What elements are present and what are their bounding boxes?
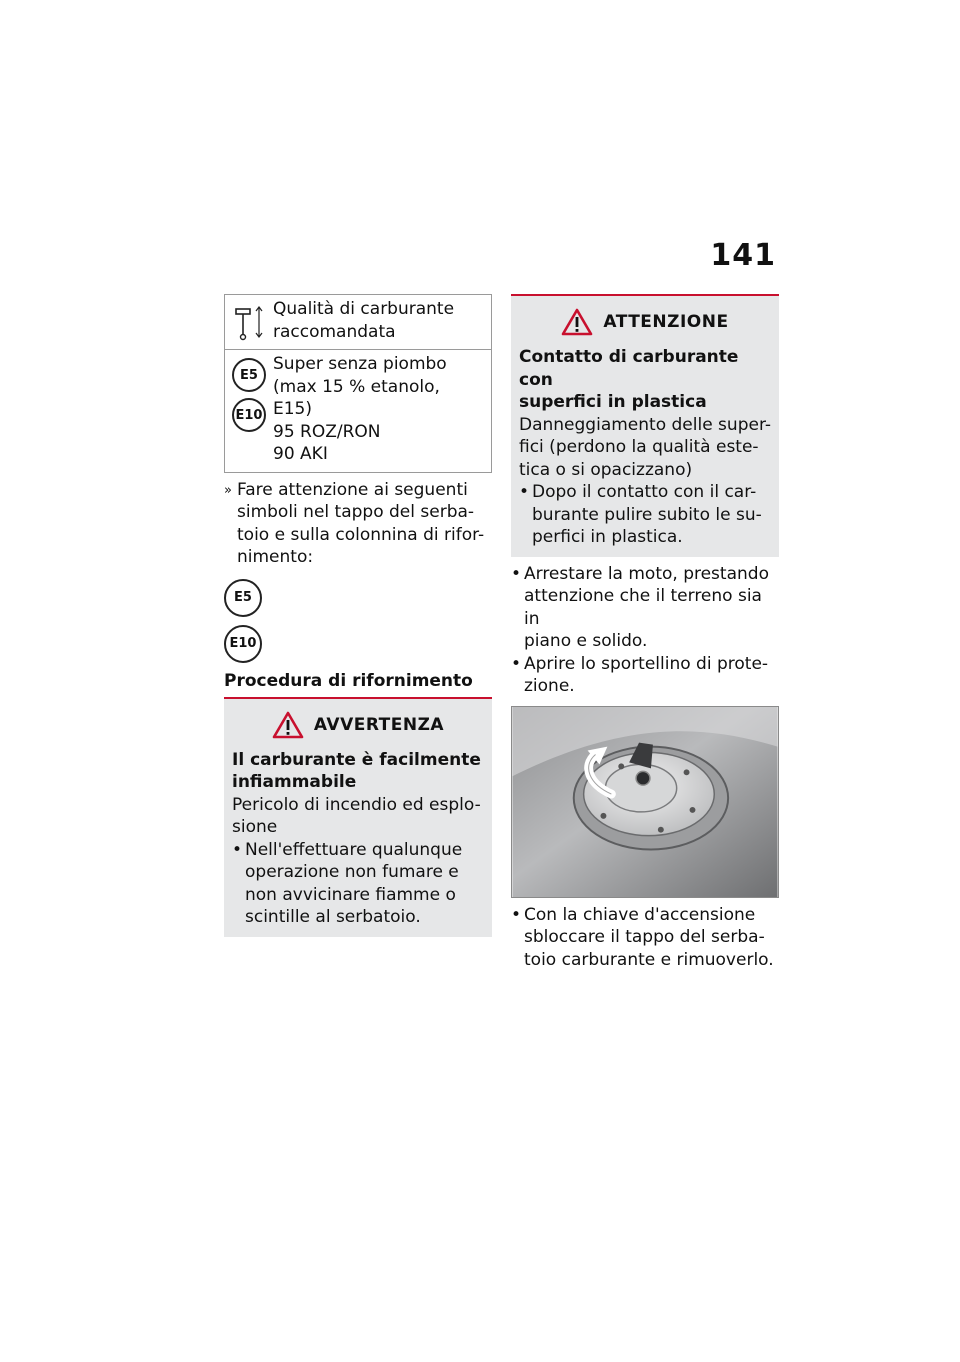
warning-bullet-line: non avvicinare fiamme o [245, 884, 456, 905]
fuel-header-line: raccomandata [273, 321, 396, 342]
fuel-icon-cell [225, 295, 273, 349]
fuel-quality-table [224, 294, 492, 473]
warning-subtitle [232, 749, 484, 794]
final-step-line: Con la chiave d'accensione [524, 904, 756, 925]
warning-title: AVVERTENZA [313, 714, 445, 735]
instruction-marker: » [224, 482, 232, 498]
caution-bullet-line: burante pulire subito le su- [532, 504, 762, 525]
warning-text-line: Pericolo di incendio ed esplo- [232, 794, 481, 815]
warning-text [232, 794, 484, 839]
caution-box [511, 296, 779, 557]
warning-bullet [232, 839, 484, 929]
final-step-line: sbloccare il tappo del serba- [524, 927, 765, 947]
step-item [511, 653, 779, 698]
instruction-line: simboli nel tappo del serba- [237, 502, 475, 522]
step-line: piano e solido. [524, 631, 648, 651]
fuel-pump-gauge-icon [233, 301, 265, 341]
left-column [224, 294, 492, 937]
warning-box [224, 699, 492, 937]
caution-title-row [519, 308, 771, 336]
fuel-table-header [273, 295, 458, 349]
warning-triangle-icon [272, 711, 304, 739]
caution-subtitle-line: superfici in plastica [519, 392, 707, 412]
fuel-table-header-row [225, 295, 491, 349]
caution-text-line: Danneggiamento delle super- [519, 414, 771, 435]
caution-bullet-line: perfici in plastica. [532, 527, 683, 547]
warning-triangle-icon [561, 308, 593, 336]
caution-text [519, 414, 771, 482]
fuel-table-body-row [225, 349, 491, 472]
bullet-mark: • [519, 482, 530, 502]
e5-badge-icon: E5 [232, 358, 266, 392]
section-heading: Procedura di rifornimento [224, 670, 473, 691]
right-column [511, 294, 779, 971]
fuel-table-body [273, 350, 451, 472]
final-step-line: toio carburante e rimuoverlo. [524, 949, 774, 970]
step-line: attenzione che il terreno sia in [524, 586, 762, 629]
fuel-body-line: 90 AKI [273, 444, 328, 464]
instruction-line: toio e sulla colonnina di rifor- [237, 524, 485, 545]
caution-bullet-line: Dopo il contatto con il car- [532, 482, 757, 502]
instruction-item [224, 479, 492, 569]
warning-title-row [232, 711, 484, 739]
e10-symbol-icon: E10 [224, 625, 262, 663]
step-line: Aprire lo sportellino di prote- [524, 653, 769, 674]
caution-text-line: fici (perdono la qualità este- [519, 437, 759, 457]
warning-subtitle-line: Il carburante è facilmente [232, 749, 481, 770]
step-item [511, 563, 779, 653]
fuel-badges-cell [225, 350, 273, 472]
instruction-line: Fare attenzione ai seguenti [237, 479, 468, 500]
fuel-symbols [224, 579, 492, 663]
fuel-body-line: (max 15 % etanolo, [273, 376, 440, 397]
bullet-mark: • [511, 563, 522, 584]
caution-subtitle [519, 346, 771, 414]
warning-bullet-line: Nell'effettuare qualunque [245, 839, 463, 860]
e10-badge-icon: E10 [232, 398, 266, 432]
fuel-cap-photo [511, 706, 779, 898]
fuel-body-line: E15) [273, 399, 313, 419]
caution-bullet [519, 481, 771, 549]
e5-symbol-icon: E5 [224, 579, 262, 617]
warning-text-line: sione [232, 817, 278, 837]
warning-bullet-line: operazione non fumare e [245, 862, 459, 882]
fuel-body-line: Super senza piombo [273, 354, 447, 374]
final-step-item [511, 904, 779, 972]
caution-text-line: tica o si opacizzano) [519, 459, 693, 480]
fuel-header-line: Qualità di carburante [273, 299, 455, 319]
bullet-mark: • [511, 904, 522, 925]
warning-bullet-line: scintille al serbatoio. [245, 907, 421, 927]
caution-title: ATTENZIONE [603, 312, 729, 332]
warning-subtitle-line: infiammabile [232, 772, 357, 792]
instruction-line: nimento: [237, 547, 314, 567]
fuel-body-line: 95 ROZ/RON [273, 421, 381, 442]
bullet-mark: • [511, 653, 522, 674]
page-number: 141 [710, 238, 776, 273]
step-line: zione. [524, 676, 575, 696]
bullet-mark: • [232, 839, 243, 860]
caution-subtitle-line: Contatto di carburante con [519, 347, 739, 390]
step-line: Arrestare la moto, prestando [524, 563, 769, 584]
